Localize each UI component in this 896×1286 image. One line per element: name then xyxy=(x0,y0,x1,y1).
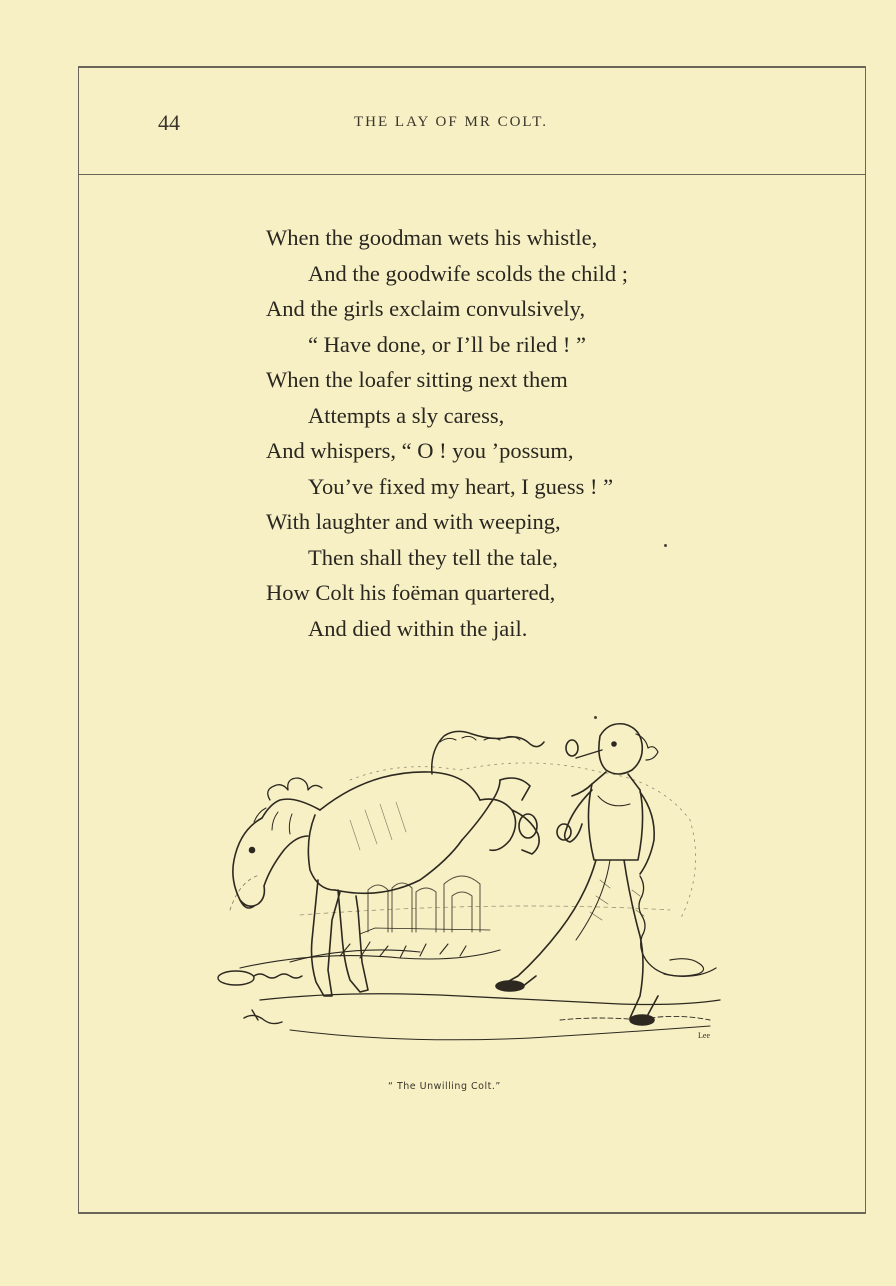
poem-line: When the goodman wets his whistle, xyxy=(266,225,598,250)
poem-line: And died within the jail. xyxy=(308,615,528,641)
unwilling-colt-engraving xyxy=(200,700,740,1060)
poem-stanza xyxy=(266,220,628,646)
poem-line: And the girls exclaim convulsively, xyxy=(266,296,586,321)
artist-signature: Lee xyxy=(698,1031,710,1040)
poem-line: When the loafer sitting next them xyxy=(266,367,568,392)
poem-line: And whispers, “ O ! you ’possum, xyxy=(266,438,574,463)
poem-line: “ Have done, or I’ll be riled ! ” xyxy=(308,331,586,357)
poem-line: And the goodwife scolds the child ; xyxy=(308,260,628,286)
poem-line: With laughter and with weeping, xyxy=(266,509,561,534)
page-number: 44 xyxy=(158,110,180,135)
stray-ink-mark xyxy=(594,716,597,719)
poem-line: Then shall they tell the tale, xyxy=(308,544,558,570)
header-rule xyxy=(78,174,866,175)
running-head: THE LAY OF MR COLT. xyxy=(354,114,548,130)
stray-ink-mark xyxy=(664,544,667,547)
poem-line: Attempts a sly caress, xyxy=(308,402,505,428)
poem-line: How Colt his foëman quartered, xyxy=(266,580,556,605)
poem-line: You’ve fixed my heart, I guess ! ” xyxy=(308,473,614,499)
illustration-caption: “ The Unwilling Colt.” xyxy=(388,1081,501,1092)
